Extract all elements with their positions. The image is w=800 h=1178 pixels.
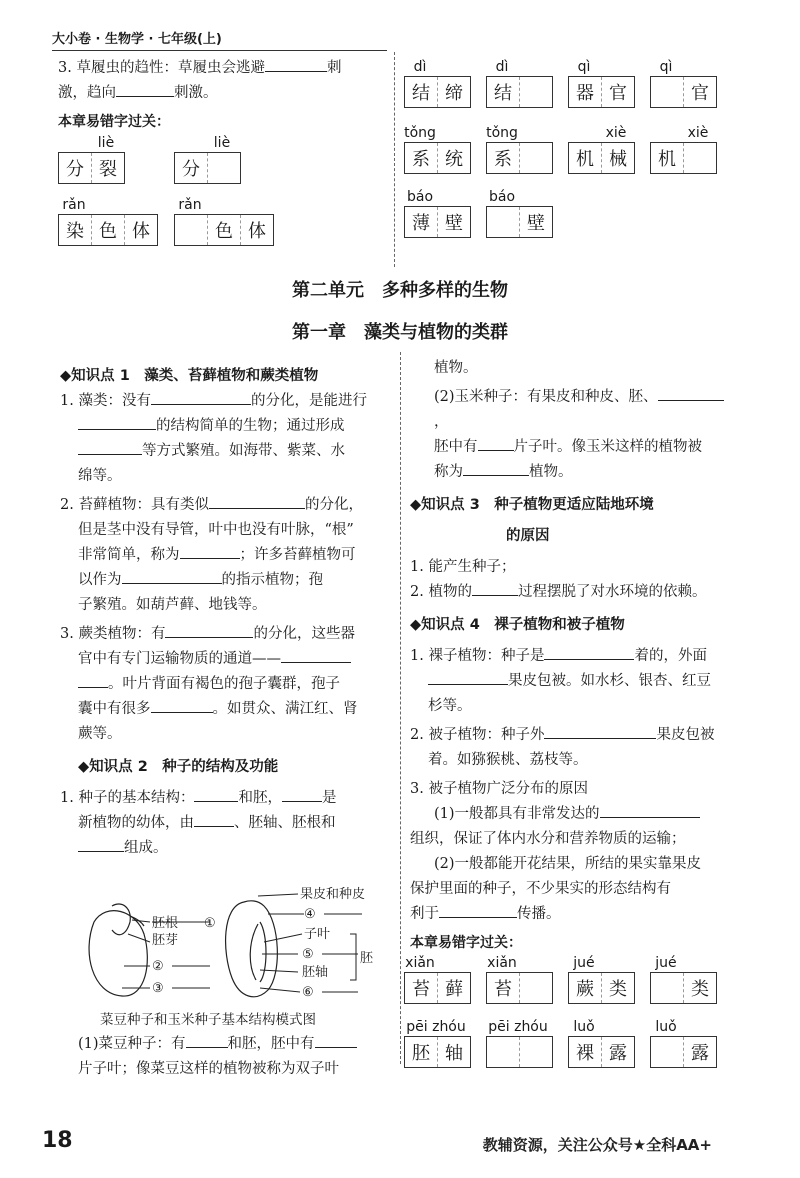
corn-seed-outline [226,901,278,997]
char-cell: 类 [691,979,709,1000]
pinyin-row [58,196,158,214]
question-2: 2. 苔藓植物：具有类似 的分化， 但是茎中没有导管，叶中也没有叶脉，“根” 非常简单，称为 ；许多苔藓植物可 以作为 的指示植物；孢 子繁殖。如葫芦藓、地钱等。 [60,493,390,618]
fig-label: 胚根 [152,916,179,931]
char-cell: 壁 [445,213,463,234]
char-grid [650,142,717,174]
char-cell: 苔 [487,973,520,1003]
typo-group [486,188,553,238]
char-cell: 机 [569,143,602,173]
blank[interactable] [78,440,142,455]
typo-group [404,188,471,238]
char-cell: 分 [59,153,92,183]
typo-group [568,954,635,1004]
blank[interactable] [194,787,238,802]
char-grid [568,1036,635,1068]
pinyin-label: báo [488,189,516,205]
pinyin-label: luǒ [655,1019,677,1035]
pinyin-row [404,58,471,76]
pinyin-label: dì [495,59,509,75]
char-cell: 结 [487,77,520,107]
kp1-heading: ◆知识点 1 藻类、苔藓植物和蕨类植物 [60,368,319,384]
char-grid [568,76,635,108]
pinyin-row [58,134,125,152]
char-cell: 官 [691,83,709,104]
chapter-title: 第一章 藻类与植物的类群 [292,322,508,343]
fig-label: 果皮和种皮 [300,887,366,902]
pinyin-row [404,1018,471,1036]
char-cell: 苔 [405,973,438,1003]
char-cell: 官 [609,83,627,104]
footer-note: 教辅资源，关注公众号★全科AA+ [482,1136,712,1154]
char-cell: 薄 [405,207,438,237]
char-grid [58,214,158,246]
pinyin-label: pēi zhóu [406,1019,466,1035]
pinyin-label: tǒng [486,125,518,141]
char-grid [486,1036,553,1068]
right-column: 植物。 (2)玉米种子：有果皮和种皮、胚、， 胚中有 片子叶。像玉米这样的植物被 称为 植物。 ◆知识点 3 种子植物更适应陆地环境 的原因 1. 能产生种子； 2. 植物的 过程摆脱了对水环境的依赖。 ◆知识点 4 裸子植物和被子植物 1. 裸子植物：种子是 着的，外面 果皮包被。如水杉、银杏、红豆 杉等。 2. 被子植物：种子外 果皮包被 着。如猕猴桃、荔枝等。 3. 被子植物广泛分布的原因 (1)一般都具有非常发达的 组织，保证了体内水分和营养物质的运输； (2)一般都能开花结果，所结的果实靠果皮 保护里面的种子，不少果实的形态结构有 利于 传播。 本章易错字过关： [410,356,730,956]
kp4-heading: ◆知识点 4 裸子植物和被子植物 [410,617,625,633]
typo-group [174,134,241,184]
char-cell: 裸 [569,1037,602,1067]
typo-title: 本章易错字过关： [58,114,170,130]
char-grid [404,1036,471,1068]
kp3-heading: ◆知识点 3 种子植物更适应陆地环境 [410,497,654,513]
typo-group [404,954,471,1004]
char-grid [568,142,635,174]
pinyin-row [568,58,635,76]
typo-group [650,1018,717,1068]
empty-char-cell[interactable] [175,215,208,245]
pinyin-row [174,196,274,214]
question-3: 3. 蕨类植物：有 的分化，这些器 官中有专门运输物质的通道—— 。叶片背面有褐色的孢子囊群，孢子 囊中有很多 。如贯众、满江红、肾 蕨等。 [60,622,390,747]
blank[interactable] [282,787,322,802]
char-cell: 胚 [405,1037,438,1067]
typo-group [486,58,553,108]
pinyin-label: qì [577,59,591,75]
pinyin-label: rǎn [62,197,86,213]
blank[interactable] [151,390,251,405]
seed-structure-diagram [72,882,392,1010]
pinyin-label: xiè [605,125,627,141]
pinyin-label: xiè [687,125,709,141]
pinyin-row [568,954,635,972]
blank[interactable] [180,544,240,559]
blank[interactable] [165,623,253,638]
bean-seed-outline [89,911,147,996]
question-seed-structure: 1. 种子的基本结构： 和胚， 是 新植物的幼体，由 、胚轴、胚根和 组成。 [60,786,390,861]
char-grid [404,206,471,238]
char-grid [650,76,717,108]
typo-group [486,124,553,174]
leader-line [132,920,150,922]
char-cell: 类 [609,979,627,1000]
fig-label: 子叶 [304,927,331,942]
blank[interactable] [315,1033,357,1048]
char-cell: 分 [175,153,208,183]
left-column [60,364,390,861]
char-cell: 色 [92,215,125,245]
char-cell: 机 [651,143,684,173]
char-cell: 系 [405,143,438,173]
fig-label: 胚 [360,951,374,966]
pinyin-row [174,134,241,152]
fig-label: ③ [152,981,164,996]
blank[interactable] [209,494,305,509]
pinyin-label: liè [97,135,115,151]
leader-line [128,934,150,942]
empty-char-cell[interactable] [520,77,552,107]
pinyin-row [568,1018,635,1036]
blank[interactable] [116,82,174,97]
typo-group [650,124,717,174]
empty-char-cell[interactable] [520,973,552,1003]
empty-char-cell[interactable] [487,207,520,237]
char-cell: 结 [405,77,438,107]
column-divider-body [400,352,401,1064]
pinyin-label: dì [413,59,427,75]
char-cell: 裂 [99,159,117,180]
fig-label: ⑥ [302,985,314,1000]
pinyin-row [568,124,635,142]
blank[interactable] [463,461,529,476]
char-grid [486,142,553,174]
char-cell: 壁 [527,213,545,234]
pinyin-label: jué [573,955,595,971]
pinyin-label: tǒng [404,125,436,141]
char-cell: 系 [487,143,520,173]
char-cell: 露 [609,1043,627,1064]
blank[interactable] [472,581,518,596]
figure-caption: 菜豆种子和玉米种子基本结构模式图 [100,1012,316,1028]
blank[interactable] [658,386,724,401]
blank[interactable] [439,903,517,918]
header-rule [52,50,387,51]
pinyin-label: jué [655,955,677,971]
pinyin-row [650,954,717,972]
blank[interactable] [194,812,234,827]
char-grid [650,1036,717,1068]
char-cell: 统 [445,149,463,170]
blank[interactable] [78,415,156,430]
page-number: 18 [42,1128,73,1153]
blank[interactable] [265,57,327,72]
kp2-heading: ◆知识点 2 种子的结构及功能 [78,759,279,775]
char-grid [568,972,635,1004]
blank[interactable] [544,645,634,660]
char-cell: 色 [208,215,241,245]
blank[interactable] [281,648,351,663]
pinyin-row [650,58,717,76]
pinyin-label: qì [659,59,673,75]
typo-group [404,124,471,174]
fig-label: ④ [304,907,316,922]
blank[interactable] [122,569,222,584]
blank[interactable] [186,1033,228,1048]
char-grid [404,142,471,174]
leader-line [264,934,302,942]
blank[interactable] [544,724,656,739]
bean-embryo [112,904,130,935]
pinyin-label: xiǎn [405,955,435,971]
blank[interactable] [78,673,108,688]
pinyin-label: rǎn [178,197,202,213]
blank[interactable] [151,698,213,713]
bean-seed-question: (1)菜豆种子：有 和胚，胚中有 片子叶；像菜豆这样的植物被称为双子叶 [78,1032,388,1082]
blank[interactable] [600,803,700,818]
kp3-heading-cont: 的原因 [506,528,550,544]
char-cell: 露 [691,1043,709,1064]
pinyin-row [486,58,553,76]
char-cell: 械 [609,149,627,170]
empty-char-cell[interactable] [651,973,684,1003]
char-cell: 器 [569,77,602,107]
char-grid [486,206,553,238]
empty-char-cell[interactable] [520,1037,552,1067]
pinyin-row [404,188,471,206]
blank[interactable] [78,837,124,852]
fig-label: 胚芽 [152,933,179,948]
char-grid [58,152,125,184]
fig-label: ⑤ [302,947,314,962]
leader-line [260,970,298,972]
pinyin-row [650,1018,717,1036]
pinyin-row [486,1018,553,1036]
pinyin-label: liè [213,135,231,151]
empty-char-cell[interactable] [487,1037,520,1067]
char-cell: 体 [248,221,266,242]
question-1: 1. 藻类：没有 的分化，是能进行 的结构简单的生物；通过形成 等方式繁殖。如海带、紫菜、水 绵等。 [60,389,390,489]
pinyin-row [404,124,471,142]
column-divider-top [394,52,395,267]
empty-char-cell[interactable] [520,143,552,173]
blank[interactable] [428,670,508,685]
pinyin-label: luǒ [573,1019,595,1035]
typo-group [486,954,553,1004]
pinyin-label: pēi zhóu [488,1019,548,1035]
empty-char-cell[interactable] [684,143,716,173]
pinyin-label: xiǎn [487,955,517,971]
char-cell: 轴 [445,1043,463,1064]
typo-group [650,58,717,108]
top-left-block: 3. 草履虫的趋性：草履虫会逃避 刺 激，趋向 刺激。 本章易错字过关： [58,56,388,135]
pinyin-row [650,124,717,142]
char-grid [650,972,717,1004]
pinyin-row [404,954,471,972]
empty-char-cell[interactable] [651,1037,684,1067]
typo-group [174,196,274,246]
char-cell: 藓 [445,979,463,1000]
char-grid [174,152,241,184]
typo-title-2: 本章易错字过关： [410,935,522,951]
typo-group [650,954,717,1004]
char-grid [486,76,553,108]
char-grid [486,972,553,1004]
char-grid [174,214,274,246]
running-header: 大小卷 · 生物学 · 七年级(上) [52,32,222,47]
empty-char-cell[interactable] [651,77,684,107]
typo-group [568,124,635,174]
pinyin-row [486,188,553,206]
char-grid [404,972,471,1004]
typo-group [58,196,158,246]
pinyin-row [486,124,553,142]
pinyin-row [486,954,553,972]
char-cell: 蕨 [569,973,602,1003]
bracket [350,934,356,980]
fig-label: ① [204,916,216,931]
leader-line [258,894,298,896]
fig-label: ② [152,959,164,974]
typo-group [58,134,125,184]
char-cell: 体 [132,221,150,242]
char-cell: 染 [59,215,92,245]
blank[interactable] [478,436,514,451]
unit-title: 第二单元 多种多样的生物 [292,280,508,301]
typo-group [568,58,635,108]
typo-group [404,1018,471,1068]
typo-group [486,1018,553,1068]
fig-label: 胚轴 [302,965,329,980]
pinyin-label: báo [406,189,434,205]
empty-char-cell[interactable] [208,153,240,183]
char-cell: 缔 [445,83,463,104]
typo-group [568,1018,635,1068]
char-grid [404,76,471,108]
typo-group [404,58,471,108]
